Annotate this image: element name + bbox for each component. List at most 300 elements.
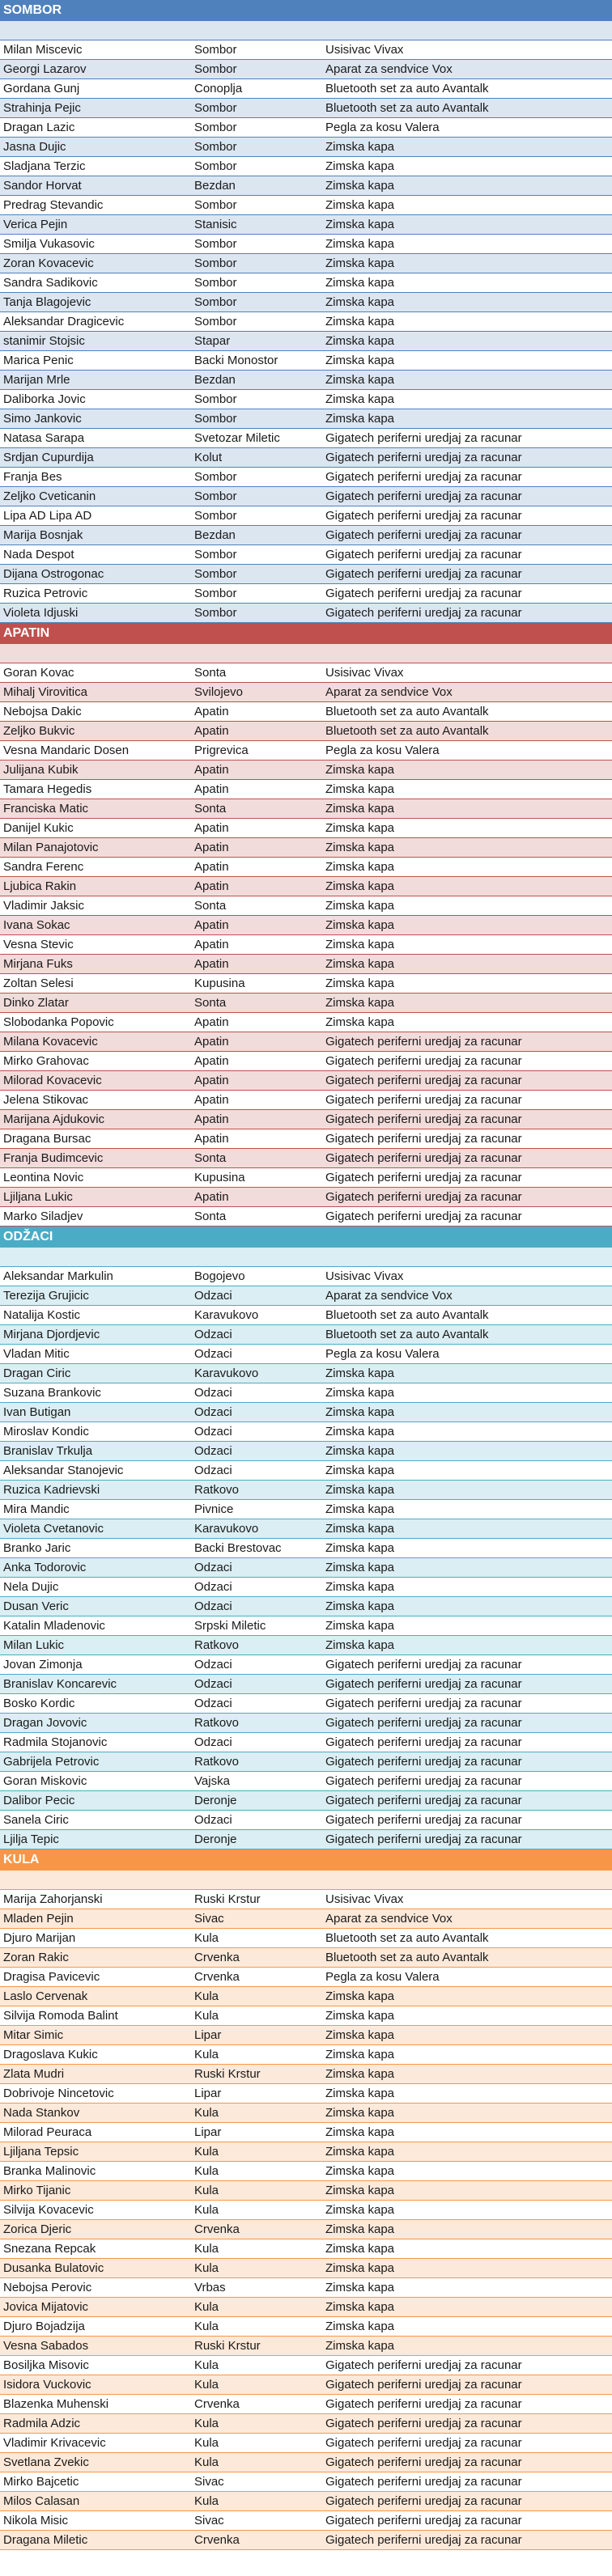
recipient-name-cell: Radmila Adzic [3, 2417, 81, 2430]
recipient-name-cell: Zlata Mudri [3, 2067, 65, 2081]
prize-cell: Gigatech periferni uredjaj za racunar [325, 2455, 522, 2469]
town-cell: Svilojevo [194, 685, 244, 699]
recipient-name-cell: Sandra Sadikovic [3, 276, 98, 290]
table-row [0, 1752, 612, 1772]
table-row [0, 1091, 612, 1110]
recipient-name-cell: Marijan Mrle [3, 373, 70, 387]
recipient-name-cell: Vesna Stevic [3, 938, 74, 951]
town-cell: Kula [194, 2242, 219, 2256]
prize-cell: Zimska kapa [325, 1366, 395, 1380]
town-cell: Crvenka [194, 1951, 240, 1964]
town-cell: Kula [194, 2320, 219, 2333]
table-row [0, 118, 612, 138]
town-cell: Svetozar Miletic [194, 431, 280, 445]
table-row [0, 1578, 612, 1597]
table-row [0, 2162, 612, 2181]
prize-cell: Zimska kapa [325, 2261, 395, 2275]
recipient-name-cell: Nada Stankov [3, 2106, 80, 2120]
town-cell: Kula [194, 2048, 219, 2061]
table-row [0, 176, 612, 196]
recipient-name-cell: Dragana Miletic [3, 2533, 88, 2547]
town-cell: Sombor [194, 470, 237, 484]
table-row [0, 273, 612, 293]
recipient-name-cell: Svetlana Zvekic [3, 2455, 89, 2469]
table-row [0, 2142, 612, 2162]
table-row [0, 60, 612, 79]
prize-cell: Zimska kapa [325, 802, 395, 816]
town-cell: Sombor [194, 159, 237, 173]
town-cell: Ratkovo [194, 1755, 240, 1769]
recipient-name-cell: Snezana Repcak [3, 2242, 96, 2256]
recipient-name-cell: Aleksandar Stanojevic [3, 1464, 124, 1477]
town-cell: Apatin [194, 938, 229, 951]
town-cell: Odzaci [194, 1444, 232, 1458]
prize-cell: Gigatech periferni uredjaj za racunar [325, 606, 522, 620]
recipient-name-cell: Dalibor Pecic [3, 1794, 75, 1807]
table-row [0, 99, 612, 118]
recipient-name-cell: Marica Penic [3, 354, 74, 367]
town-cell: Sombor [194, 509, 237, 523]
table-row [0, 761, 612, 780]
prize-cell: Zimska kapa [325, 899, 395, 913]
prize-cell: Zimska kapa [325, 938, 395, 951]
prize-cell: Zimska kapa [325, 2242, 395, 2256]
town-cell: Sonta [194, 1210, 227, 1223]
table-row [0, 2104, 612, 2123]
recipient-name-cell: Mira Mandic [3, 1502, 70, 1516]
recipient-name-cell: Zoran Kovacevic [3, 256, 94, 270]
table-row [0, 1636, 612, 1655]
prize-cell: Zimska kapa [325, 1619, 395, 1633]
table-row [0, 2356, 612, 2375]
recipient-name-cell: Nebojsa Dakic [3, 705, 82, 718]
recipient-name-cell: Dragan Lazic [3, 121, 75, 134]
table-row [0, 235, 612, 254]
prize-cell: Zimska kapa [325, 179, 395, 193]
table-row [0, 935, 612, 955]
table-row [0, 741, 612, 761]
town-cell: Kula [194, 1989, 219, 2003]
town-cell: Bezdan [194, 179, 236, 193]
table-row [0, 1110, 612, 1129]
prize-cell: Gigatech periferni uredjaj za racunar [325, 548, 522, 561]
recipient-name-cell: Marija Bosnjak [3, 528, 83, 542]
town-cell: Sivac [194, 2475, 224, 2489]
town-cell: Kula [194, 2203, 219, 2217]
town-cell: Odzaci [194, 1405, 232, 1419]
recipient-name-cell: Smilja Vukasovic [3, 237, 95, 251]
town-cell: Vajska [194, 1774, 230, 1788]
table-row [0, 1071, 612, 1091]
table-row [0, 994, 612, 1013]
prize-cell: Zimska kapa [325, 2300, 395, 2314]
recipient-name-cell: Zeljko Cveticanin [3, 489, 96, 503]
town-cell: Kula [194, 2378, 219, 2392]
town-cell: Deronje [194, 1794, 237, 1807]
table-row [0, 722, 612, 741]
prize-cell: Zimska kapa [325, 276, 395, 290]
prize-cell: Gigatech periferni uredjaj za racunar [325, 2514, 522, 2527]
table-row [0, 799, 612, 819]
prize-cell: Gigatech periferni uredjaj za racunar [325, 1794, 522, 1807]
town-cell: Odzaci [194, 1386, 232, 1400]
town-cell: Kula [194, 2417, 219, 2430]
prize-cell: Zimska kapa [325, 295, 395, 309]
town-cell: Ratkovo [194, 1716, 240, 1730]
town-cell: Apatin [194, 763, 229, 777]
prize-cell: Bluetooth set za auto Avantalk [325, 101, 489, 115]
table-row [0, 1267, 612, 1286]
table-row [0, 1714, 612, 1733]
recipient-name-cell: Aleksandar Dragicevic [3, 315, 125, 328]
recipient-name-cell: Srdjan Cupurdija [3, 451, 94, 464]
table-row [0, 1052, 612, 1071]
table-row [0, 332, 612, 351]
prize-cell: Aparat za sendvice Vox [325, 62, 453, 76]
recipient-name-cell: Jovan Zimonja [3, 1658, 83, 1671]
table-row [0, 1403, 612, 1422]
recipient-name-cell: Jasna Dujic [3, 140, 66, 154]
recipient-name-cell: Marijana Ajdukovic [3, 1112, 105, 1126]
table-row [0, 40, 612, 60]
town-cell: Crvenka [194, 2222, 240, 2236]
recipient-name-cell: Zeljko Bukvic [3, 724, 75, 738]
prize-cell: Gigatech periferni uredjaj za racunar [325, 1735, 522, 1749]
town-cell: Apatin [194, 821, 229, 835]
town-cell: Kula [194, 2358, 219, 2372]
table-row [0, 1286, 612, 1306]
section-header: ODŽACI [0, 1227, 612, 1248]
recipient-name-cell: Georgi Lazarov [3, 62, 87, 76]
recipient-name-cell: Ruzica Kadrievski [3, 1483, 100, 1497]
prize-cell: Gigatech periferni uredjaj za racunar [325, 1054, 522, 1068]
table-row [0, 371, 612, 390]
table-row [0, 1306, 612, 1325]
recipient-name-cell: Silvija Kovacevic [3, 2203, 94, 2217]
prize-cell: Zimska kapa [325, 2164, 395, 2178]
town-cell: Odzaci [194, 1561, 232, 1574]
town-cell: Sombor [194, 121, 237, 134]
blank-row [0, 1871, 612, 1890]
recipient-name-cell: Laslo Cervenak [3, 1989, 88, 2003]
table-row [0, 390, 612, 409]
town-cell: Bogojevo [194, 1269, 245, 1283]
table-row [0, 2239, 612, 2259]
recipient-name-cell: Milan Miscevic [3, 43, 83, 57]
table-row [0, 896, 612, 916]
recipient-name-cell: Tanja Blagojevic [3, 295, 91, 309]
town-cell: Sombor [194, 606, 237, 620]
recipient-name-cell: Franja Budimcevic [3, 1151, 104, 1165]
prize-cell: Zimska kapa [325, 841, 395, 854]
prize-cell: Gigatech periferni uredjaj za racunar [325, 1210, 522, 1223]
town-cell: Apatin [194, 841, 229, 854]
prize-cell: Zimska kapa [325, 2339, 395, 2353]
prize-cell: Gigatech periferni uredjaj za racunar [325, 509, 522, 523]
prize-cell: Gigatech periferni uredjaj za racunar [325, 1658, 522, 1671]
town-cell: Sombor [194, 412, 237, 426]
recipient-name-cell: Branka Malinovic [3, 2164, 96, 2178]
prize-cell: Gigatech periferni uredjaj za racunar [325, 2358, 522, 2372]
town-cell: Apatin [194, 1190, 229, 1204]
prize-cell: Aparat za sendvice Vox [325, 1912, 453, 1926]
recipient-name-cell: Mihalj Virovitica [3, 685, 87, 699]
recipient-name-cell: Violeta Cvetanovic [3, 1522, 104, 1536]
prize-cell: Gigatech periferni uredjaj za racunar [325, 1035, 522, 1049]
recipient-name-cell: Bosiljka Misovic [3, 2358, 89, 2372]
table-row [0, 702, 612, 722]
prize-cell: Gigatech periferni uredjaj za racunar [325, 2378, 522, 2392]
recipient-name-cell: Natalija Kostic [3, 1308, 81, 1322]
town-cell: Odzaci [194, 1599, 232, 1613]
prize-cell: Zimska kapa [325, 2028, 395, 2042]
recipient-name-cell: Franja Bes [3, 470, 62, 484]
prize-cell: Gigatech periferni uredjaj za racunar [325, 1774, 522, 1788]
prize-cell: Gigatech periferni uredjaj za racunar [325, 1171, 522, 1184]
town-cell: Kula [194, 2184, 219, 2197]
recipient-name-cell: Nebojsa Perovic [3, 2281, 92, 2294]
table-row [0, 1207, 612, 1227]
recipient-name-cell: Slobodanka Popovic [3, 1015, 114, 1029]
table-row [0, 858, 612, 877]
prize-cell: Zimska kapa [325, 1522, 395, 1536]
prize-cell: Pegla za kosu Valera [325, 1347, 440, 1361]
recipient-name-cell: Aleksandar Markulin [3, 1269, 113, 1283]
town-cell: Kupusina [194, 977, 245, 990]
table-row [0, 604, 612, 623]
table-row [0, 2511, 612, 2531]
recipient-name-cell: Zoran Rakic [3, 1951, 69, 1964]
recipient-name-cell: Mirko Grahovac [3, 1054, 89, 1068]
table-row [0, 1772, 612, 1791]
town-cell: Stapar [194, 334, 231, 348]
town-cell: Odzaci [194, 1289, 232, 1303]
table-row [0, 1325, 612, 1345]
town-cell: Odzaci [194, 1347, 232, 1361]
table-row [0, 1013, 612, 1032]
recipient-name-cell: Natasa Sarapa [3, 431, 85, 445]
town-cell: Kula [194, 2300, 219, 2314]
town-cell: Kula [194, 2436, 219, 2450]
table-row [0, 1422, 612, 1442]
table-row [0, 448, 612, 468]
table-row [0, 2472, 612, 2492]
recipient-name-cell: Mirko Tijanic [3, 2184, 71, 2197]
recipient-name-cell: Goran Kovac [3, 666, 74, 680]
recipient-name-cell: Terezija Grujicic [3, 1289, 89, 1303]
prize-cell: Gigatech periferni uredjaj za racunar [325, 1190, 522, 1204]
recipient-name-cell: Blazenka Muhenski [3, 2397, 109, 2411]
town-cell: Apatin [194, 1132, 229, 1146]
table-row [0, 877, 612, 896]
town-cell: Apatin [194, 918, 229, 932]
town-cell: Apatin [194, 724, 229, 738]
table-row [0, 1909, 612, 1929]
table-row [0, 1597, 612, 1616]
town-cell: Sombor [194, 315, 237, 328]
recipient-name-cell: Gordana Gunj [3, 82, 80, 95]
prize-cell: Zimska kapa [325, 1580, 395, 1594]
recipient-name-cell: Dragoslava Kukic [3, 2048, 98, 2061]
blank-row [0, 1248, 612, 1267]
prize-cell: Pegla za kosu Valera [325, 1970, 440, 1984]
table-row [0, 780, 612, 799]
prize-cell: Zimska kapa [325, 256, 395, 270]
recipient-name-cell: Nada Despot [3, 548, 74, 561]
table-row [0, 2298, 612, 2317]
prize-cell: Bluetooth set za auto Avantalk [325, 1931, 489, 1945]
prize-cell: Zimska kapa [325, 763, 395, 777]
prize-cell: Zimska kapa [325, 1599, 395, 1613]
table-row [0, 1675, 612, 1694]
town-cell: Sombor [194, 101, 237, 115]
prize-cell: Gigatech periferni uredjaj za racunar [325, 1755, 522, 1769]
prize-cell: Zimska kapa [325, 373, 395, 387]
town-cell: Kula [194, 2455, 219, 2469]
recipient-name-cell: Daliborka Jovic [3, 392, 86, 406]
table-row [0, 2453, 612, 2472]
recipient-name-cell: Simo Jankovic [3, 412, 82, 426]
recipient-name-cell: Vladimir Jaksic [3, 899, 85, 913]
prize-cell: Gigatech periferni uredjaj za racunar [325, 1112, 522, 1126]
town-cell: Sombor [194, 548, 237, 561]
recipient-name-cell: Bosko Kordic [3, 1697, 75, 1710]
recipient-name-cell: Ljiljana Tepsic [3, 2145, 79, 2159]
recipient-name-cell: Radmila Stojanovic [3, 1735, 108, 1749]
prize-cell: Bluetooth set za auto Avantalk [325, 705, 489, 718]
section-odžaci [0, 1227, 612, 1849]
recipient-name-cell: Ljubica Rakin [3, 879, 77, 893]
table-row [0, 1383, 612, 1403]
table-row [0, 1811, 612, 1830]
town-cell: Karavukovo [194, 1308, 259, 1322]
table-row [0, 2375, 612, 2395]
prize-cell: Zimska kapa [325, 918, 395, 932]
table-row [0, 1519, 612, 1539]
town-cell: Sombor [194, 567, 237, 581]
recipient-name-cell: Jovica Mijatovic [3, 2300, 89, 2314]
recipient-name-cell: stanimir Stojsic [3, 334, 85, 348]
town-cell: Crvenka [194, 2533, 240, 2547]
table-row [0, 1558, 612, 1578]
table-row [0, 565, 612, 584]
prize-cell: Zimska kapa [325, 2106, 395, 2120]
town-cell: Karavukovo [194, 1366, 259, 1380]
table-row [0, 1129, 612, 1149]
town-cell: Apatin [194, 1112, 229, 1126]
recipient-name-cell: Mirko Bajcetic [3, 2475, 79, 2489]
town-cell: Sombor [194, 489, 237, 503]
section-header: APATIN [0, 623, 612, 644]
town-cell: Lipar [194, 2125, 222, 2139]
recipient-name-cell: Milan Lukic [3, 1638, 65, 1652]
prize-cell: Gigatech periferni uredjaj za racunar [325, 567, 522, 581]
recipient-name-cell: Dragisa Pavicevic [3, 1970, 100, 1984]
town-cell: Odzaci [194, 1677, 232, 1691]
town-cell: Sombor [194, 198, 237, 212]
table-row [0, 1461, 612, 1481]
prize-cell: Gigatech periferni uredjaj za racunar [325, 1151, 522, 1165]
prize-cell: Zimska kapa [325, 2009, 395, 2023]
recipient-name-cell: Dusanka Bulatovic [3, 2261, 104, 2275]
town-cell: Sombor [194, 587, 237, 600]
prize-cell: Gigatech periferni uredjaj za racunar [325, 2475, 522, 2489]
recipient-name-cell: Ljilja Tepic [3, 1832, 59, 1846]
prize-cell: Gigatech periferni uredjaj za racunar [325, 2417, 522, 2430]
prize-cell: Gigatech periferni uredjaj za racunar [325, 1074, 522, 1087]
town-cell: Deronje [194, 1832, 237, 1846]
recipient-name-cell: Ruzica Petrovic [3, 587, 88, 600]
prize-cell: Gigatech periferni uredjaj za racunar [325, 489, 522, 503]
section-apatin [0, 623, 612, 1227]
town-cell: Vrbas [194, 2281, 226, 2294]
table-row [0, 215, 612, 235]
town-cell: Lipar [194, 2028, 222, 2042]
table-row [0, 2181, 612, 2201]
table-row [0, 487, 612, 506]
prize-cell: Zimska kapa [325, 159, 395, 173]
table-row [0, 1948, 612, 1968]
table-row [0, 683, 612, 702]
prize-cell: Gigatech periferni uredjaj za racunar [325, 451, 522, 464]
recipient-name-cell: Vladimir Krivacevic [3, 2436, 106, 2450]
prize-cell: Zimska kapa [325, 1502, 395, 1516]
prize-cell: Bluetooth set za auto Avantalk [325, 1308, 489, 1322]
town-cell: Apatin [194, 782, 229, 796]
prize-cell: Zimska kapa [325, 2320, 395, 2333]
recipient-name-cell: Anka Todorovic [3, 1561, 87, 1574]
prize-cell: Zimska kapa [325, 1638, 395, 1652]
prize-cell: Zimska kapa [325, 412, 395, 426]
town-cell: Sombor [194, 276, 237, 290]
table-row [0, 254, 612, 273]
town-cell: Apatin [194, 705, 229, 718]
town-cell: Odzaci [194, 1658, 232, 1671]
recipient-name-cell: Leontina Novic [3, 1171, 84, 1184]
recipient-name-cell: Jelena Stikovac [3, 1093, 89, 1107]
prize-cell: Zimska kapa [325, 1015, 395, 1029]
prize-cell: Gigatech periferni uredjaj za racunar [325, 2397, 522, 2411]
prize-cell: Zimska kapa [325, 1425, 395, 1438]
prize-cell: Zimska kapa [325, 2048, 395, 2061]
prize-cell: Zimska kapa [325, 140, 395, 154]
prize-cell: Bluetooth set za auto Avantalk [325, 1328, 489, 1341]
prize-cell: Gigatech periferni uredjaj za racunar [325, 470, 522, 484]
recipient-name-cell: Milana Kovacevic [3, 1035, 98, 1049]
table-row [0, 663, 612, 683]
table-row [0, 293, 612, 312]
recipient-name-cell: Violeta Idjuski [3, 606, 79, 620]
recipient-name-cell: Ivana Sokac [3, 918, 70, 932]
recipient-name-cell: Strahinja Pejic [3, 101, 81, 115]
prize-cell: Zimska kapa [325, 977, 395, 990]
prize-cell: Zimska kapa [325, 2067, 395, 2081]
prize-cell: Usisivac Vivax [325, 1269, 404, 1283]
town-cell: Stanisic [194, 218, 237, 231]
town-cell: Sonta [194, 899, 227, 913]
table-row [0, 2220, 612, 2239]
town-cell: Pivnice [194, 1502, 234, 1516]
recipient-name-cell: Marija Zahorjanski [3, 1892, 103, 1906]
table-row [0, 1168, 612, 1188]
prize-cell: Zimska kapa [325, 2087, 395, 2100]
town-cell: Sombor [194, 237, 237, 251]
prize-cell: Gigatech periferni uredjaj za racunar [325, 2533, 522, 2547]
recipient-name-cell: Ivan Butigan [3, 1405, 71, 1419]
table-row [0, 1616, 612, 1636]
table-row [0, 506, 612, 526]
recipient-name-cell: Danijel Kukic [3, 821, 74, 835]
